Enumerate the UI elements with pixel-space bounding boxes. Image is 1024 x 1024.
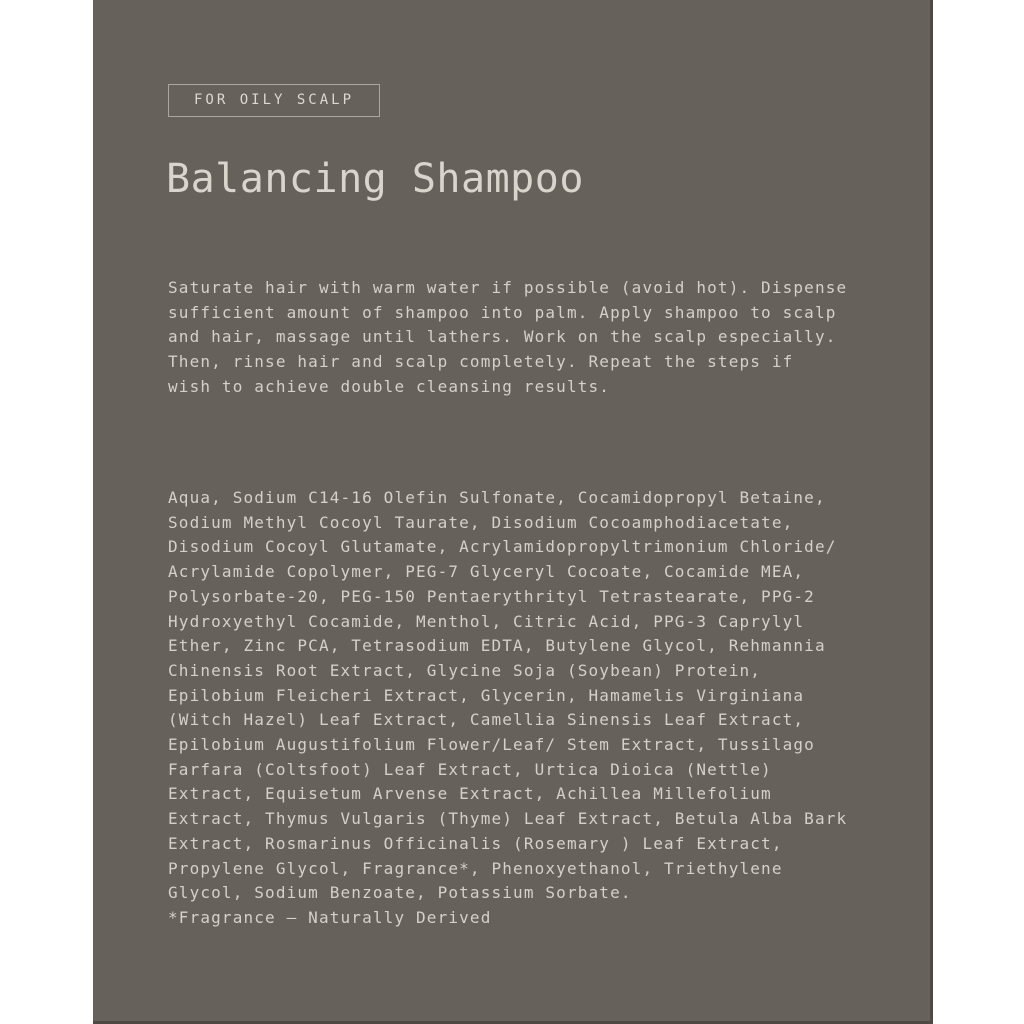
ingredients-line: Polysorbate-20, PEG-150 Pentaerythrityl Tetrastearate, PPG-2 <box>168 586 815 606</box>
ingredients-line: Disodium Cocoyl Glutamate, Acrylamidopropyltrimonium Chloride/ <box>168 537 837 557</box>
for-oily-scalp-badge <box>168 84 380 117</box>
ingredients-line: Extract, Equisetum Arvense Extract, Achillea Millefolium <box>168 784 772 804</box>
badge-label: FOR OILY SCALP <box>194 92 355 108</box>
instructions-line: Then, rinse hair and scalp completely. Repeat the steps if <box>168 352 794 372</box>
product-card <box>93 0 933 1024</box>
ingredients-line: Epilobium Fleicheri Extract, Glycerin, Hamamelis Virginiana <box>168 685 805 705</box>
ingredients-line: Chinensis Root Extract, Glycine Soja (Soybean) Protein, <box>168 660 762 680</box>
ingredients-line: *Fragrance – Naturally Derived <box>168 907 492 927</box>
instructions-line: sufficient amount of shampoo into palm. Apply shampoo to scalp <box>168 302 837 322</box>
ingredients-line: Extract, Rosmarinus Officinalis (Rosemary ) Leaf Extract, <box>168 833 783 853</box>
ingredients-list <box>168 486 878 931</box>
ingredients-line: Glycol, Sodium Benzoate, Potassium Sorbate. <box>168 883 632 903</box>
ingredients-line: Ether, Zinc PCA, Tetrasodium EDTA, Butylene Glycol, Rehmannia <box>168 636 826 656</box>
ingredients-line: Hydroxyethyl Cocamide, Menthol, Citric Acid, PPG-3 Caprylyl <box>168 611 805 631</box>
ingredients-line: Sodium Methyl Cocoyl Taurate, Disodium Cocoamphodiacetate, <box>168 512 794 532</box>
instructions-line: and hair, massage until lathers. Work on the scalp especially. <box>168 327 837 347</box>
ingredients-line: Propylene Glycol, Fragrance*, Phenoxyethanol, Triethylene <box>168 858 783 878</box>
instructions-line: wish to achieve double cleansing results. <box>168 376 611 396</box>
ingredients-line: Farfara (Coltsfoot) Leaf Extract, Urtica Dioica (Nettle) <box>168 759 772 779</box>
product-title: Balancing Shampoo <box>166 156 584 202</box>
ingredients-line: Extract, Thymus Vulgaris (Thyme) Leaf Extract, Betula Alba Bark <box>168 809 848 829</box>
usage-instructions <box>168 276 878 400</box>
ingredients-line: (Witch Hazel) Leaf Extract, Camellia Sinensis Leaf Extract, <box>168 710 805 730</box>
instructions-line: Saturate hair with warm water if possible (avoid hot). Dispense <box>168 278 848 297</box>
ingredients-line: Aqua, Sodium C14-16 Olefin Sulfonate, Cocamidopropyl Betaine, <box>168 488 826 507</box>
ingredients-line: Epilobium Augustifolium Flower/Leaf/ Stem Extract, Tussilago <box>168 735 815 755</box>
ingredients-line: Acrylamide Copolymer, PEG-7 Glyceryl Cocoate, Cocamide MEA, <box>168 562 805 582</box>
